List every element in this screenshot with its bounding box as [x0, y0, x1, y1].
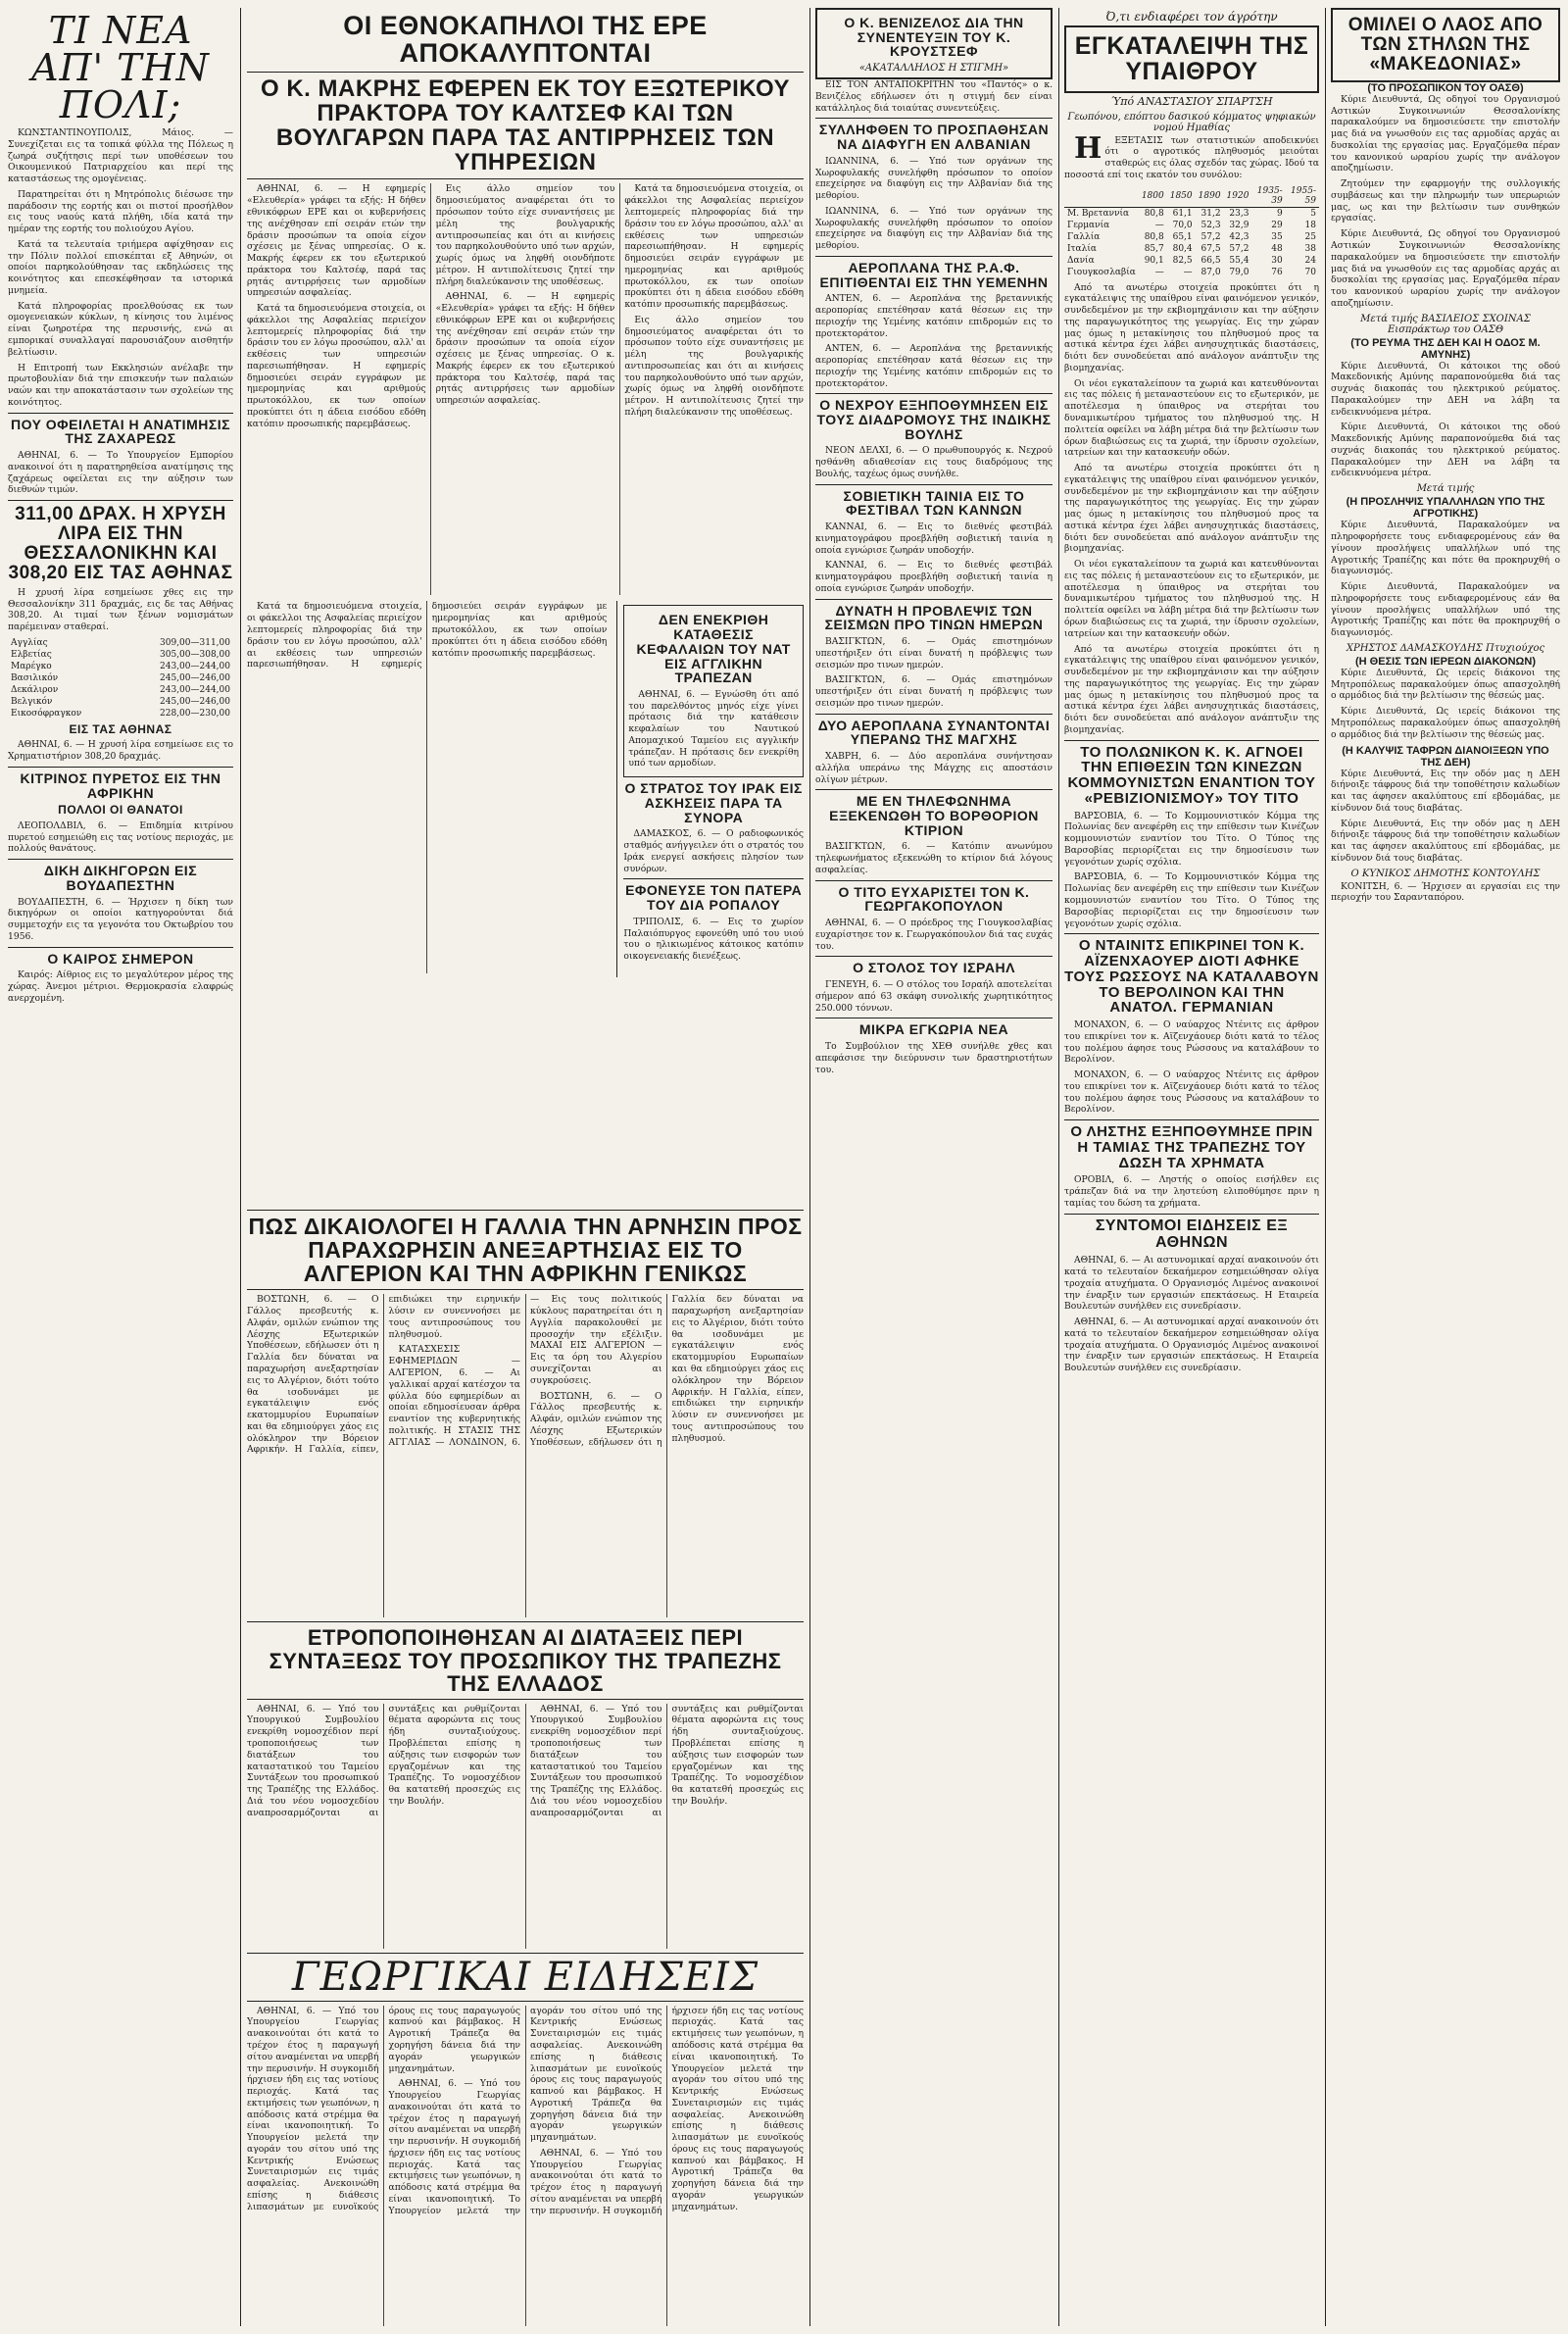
table-cell: 228,00—230,00 [160, 708, 230, 719]
table-row [1064, 267, 1319, 278]
column-5 [1331, 8, 1560, 2326]
divider [1064, 933, 1319, 934]
article-body [247, 1294, 804, 1617]
boxed-article [623, 605, 804, 777]
divider [8, 767, 233, 768]
table-cell: 66,5 [1200, 255, 1221, 266]
table-cell: Δεκάλιρον [11, 684, 59, 695]
table-row [8, 708, 233, 720]
article-paragraph: Κύριε Διευθυντά, Εις την οδόν μας η ΔΕΗ διήνοιξε τάφρους διά την τοποθέτησιν καλωδίων και τας άφησεν ακαλύπτους επί εβδομάδας, με κίνδυνον διά τους διαβάτας. [1331, 818, 1560, 864]
article-paragraph: ΓΕΝΕΥΗ, 6. — Ο στόλος του Ισραήλ αποτελείται σήμερον από 63 σκάφη συνολικής χωρητικότητος 250.000 τόννων. [815, 979, 1053, 1014]
divider [247, 72, 804, 73]
table-cell: 87,0 [1200, 267, 1221, 277]
article-body [247, 2006, 804, 2326]
divider [247, 1699, 804, 1700]
headline: Ο ΚΑΙΡΟΣ ΣΗΜΕΡΟΝ [47, 950, 194, 967]
headline: ΜΙΚΡΑ ΕΓΚΩΡΙΑ ΝΕΑ [858, 1021, 1009, 1038]
table-cell: Βελγικόν [11, 696, 53, 707]
column-1 [8, 8, 233, 2326]
article-paragraph: Εις άλλο σημείον του δημοσιεύματος αναφέρεται ότι το πρόσωπον τούτο είχε συναντήσεις με μέλη της βουλγαρικής αντιπροσωπείας και ότι αι κινήσεις του παρηκολουθούντο υπό των αρχών, χωρίς όμως να ληφθή οιονδήποτε μέτρον. Η αντιπολίτευσις ζητεί την πλήρη διαλεύκανσιν της υποθέσεως. [624, 314, 804, 418]
table-cell: Αγγλίας [11, 637, 48, 648]
table-cell: 24 [1304, 255, 1316, 266]
headline: Ο ΣΤΡΑΤΟΣ ΤΟΥ ΙΡΑΚ ΕΙΣ ΑΣΚΗΣΕΙΣ ΠΑΡΑ ΤΑ ΣΥΝΟΡΑ [624, 780, 803, 825]
article-paragraph: ΒΑΣΙΓΚΤΩΝ, 6. — Ομάς επιστημόνων υπεστήριξεν ότι είναι δυνατή η πρόβλεψις των σεισμών προ τινων ημερών. [815, 636, 1053, 670]
article-paragraph: Η χρυσή λίρα εσημείωσε χθες εις την Θεσσαλονίκην 311 δραχμάς, εις δε τας Αθήνας 308,20. Αι τιμαί των ξένων νομισμάτων παρέμειναν σταθεραί. [8, 586, 233, 633]
headline: ΣΥΛΛΗΦΘΕΝ ΤΟ ΠΡΟΣΠΑΘΗΣΑΝ ΝΑ ΔΙΑΦΥΓΗ ΕΝ ΑΛΒΑΝΙΑΝ [818, 122, 1050, 153]
headline: ΔΙΚΗ ΔΙΚΗΓΟΡΩΝ ΕΙΣ ΒΟΥΔΑΠΕΣΤΗΝ [43, 863, 198, 893]
divider [8, 413, 233, 414]
article-paragraph: Κύριε Διευθυντά, Παρακαλούμεν να πληροφορήσετε τους ενδιαφερομένους εάν θα γίνουν προσλήψεις υπαλλήλων υπό της Αγροτικής Τραπέζης και πότε θα προκηρυχθή ο διαγωνισμός. [1331, 581, 1560, 639]
divider [815, 789, 1053, 790]
table-cell: — [1183, 267, 1193, 277]
table-cell: 309,00—311,00 [160, 637, 230, 648]
table-row [1064, 255, 1319, 267]
article-paragraph: ΤΡΙΠΟΛΙΣ, 6. — Εις το χωρίον Παλαιόπυργος εφονεύθη υπό του υιού του ο ηλικιωμένος κάτοικος κατόπιν οικογενειακής διενέξεως. [623, 916, 804, 963]
kicker: Ό,τι ενδιαφέρει τον άγρότην [1105, 10, 1278, 24]
article-paragraph: Κύριε Διευθυντά, Παρακαλούμεν να πληροφορήσετε τους ενδιαφερομένους εάν θα γίνουν προσλήψεις υπαλλήλων υπό της Αγροτικής Τραπέζης και πότε θα προκηρυχθή ο διαγωνισμός. [1331, 520, 1560, 577]
article-paragraph: ΑΘΗΝΑΙ, 6. — Η χρυσή λίρα εσημείωσε εις το Χρηματιστήριον 308,20 δραχμάς. [8, 739, 233, 763]
article-paragraph: Κύριε Διευθυντά, Ως οδηγοί του Οργανισμού Αστικών Συγκοινωνιών Θεσσαλονίκης παρακαλούμεν να δημοσιεύσετε την επιστολήν μας διά να γνωσθούν εις τας αρμοδίας αρχάς αι δυσκολίαι της εργασίας μας. Εργαζόμεθα πέραν του κανονικού ωραρίου χωρίς την ανάλογον αποζημίωσιν. [1331, 93, 1560, 174]
table-cell: 5 [1310, 208, 1316, 219]
article-paragraph: ΑΘΗΝΑΙ, 6. — Το Υπουργείον Εμπορίου ανακοινοί ότι η παρατηρηθείσα ανατίμησις της ζαχάρεως οφείλεται εις την αύξησιν των διεθνών τιμών. [8, 449, 233, 496]
article-paragraph: ΜΟΝΑΧΟΝ, 6. — Ο ναύαρχος Ντένιτς εις άρθρον του επικρίνει τον κ. Αϊζενχάουερ διότι κατά το τέλος του πολέμου άφησε τους Ρώσσους να καταλάβουν το Βερολίνον. [1064, 1069, 1319, 1116]
table-cell: 9 [1276, 208, 1283, 219]
divider [8, 859, 233, 860]
table-row [8, 649, 233, 661]
table-cell: 245,00—246,00 [160, 672, 230, 683]
headline: ΔΥΟ ΑΕΡΟΠΛΑΝΑ ΣΥΝΑΝΤΟΝΤΑΙ ΥΠΕΡΑΝΩ ΤΗΣ ΜΑΓΧΗΣ [817, 717, 1051, 748]
article-paragraph: Κύριε Διευθυντά, Οι κάτοικοι της οδού Μακεδονικής Αμύνης παραπονούμεθα διά τας συχνάς διακοπάς του ηλεκτρικού ρεύματος. Παρακαλούμεν την ΔΕΗ να λάβη τα ενδεικνυόμενα μέτρα. [1331, 360, 1560, 418]
article-body [247, 1704, 804, 1949]
divider [247, 1953, 804, 1954]
table-header: 1935-39 [1251, 185, 1285, 208]
divider [815, 599, 1053, 600]
article-paragraph: ΑΘΗΝΑΙ, 6. — Υπό του Υπουργείου Γεωργίας ανακοινούται ότι κατά το τρέχον έτος η παραγωγή σίτου αναμένεται να υπερβή την περυσινήν. Η συγκομιδή ήρχισεν ήδη εις τας νοτίους περιοχάς. Κατά τας εκτιμήσεις των γεωπόνων, η απόδοσις κατά στρέμμα θα είναι ικανοποιητική. Το Υπουργείον μελετά την αγοράν του σίτου υπό της Κεντρικής Ενώσεως Συνεταιρισμών εις τιμάς ασφαλείας. Ανεκοινώθη επίσης η διάθεσις λιπασμάτων με ευνοϊκούς όρους εις τους παραγωγούς καπνού και βάμβακος. Η Αγροτική Τράπεζα θα χορηγήση δάνεια διά την αγοράν γεωργικών μηχανημάτων. [388, 2005, 662, 2216]
article-paragraph: Από τα ανωτέρω στοιχεία προκύπτει ότι η εγκατάλειψις της υπαίθρου είναι φαινόμενον γενικόν, συνδεδεμένον με την εκβιομηχάνισιν και την αύξησιν της παραγωγικότητος της γεωργίας. Εις την χώραν μας όμως η μετακίνησις του πληθυσμού προς τα αστικά κέντρα έχει λάβει ανησυχητικάς διαστάσεις, διότι δεν συνοδεύεται από ανάλογον ανάπτυξιν της βιομηχανίας. [1064, 643, 1319, 735]
boxed-article [815, 8, 1053, 79]
table-cell: 80,8 [1144, 208, 1164, 219]
boxed-headline [1064, 25, 1319, 93]
headline: Ο Κ. ΜΑΚΡΗΣ ΕΦΕΡΕΝ ΕΚ ΤΟΥ ΕΞΩΤΕΡΙΚΟΥ ΠΡΑΚΤΟΡΑ ΤΟΥ ΚΑΛΤΣΕΦ ΚΑΙ ΤΩΝ ΒΟΥΛΓΑΡΩΝ ΠΑΡΑ ΤΑΣ ΑΝΤΙΡΡΗΣΕΙΣ ΤΩΝ ΥΠΗΡΕΣΙΩΝ [261, 74, 790, 176]
article-paragraph: ΚΑΤΑΣΧΕΣΙΣ ΕΦΗΜΕΡΙΔΩΝ — ΑΛΓΕΡΙΟΝ, 6. — Αι γαλλικαί αρχαί κατέσχον τα φύλλα δύο εφημερίδων αι οποίαι εδημοσίευσαν άρθρα εναντίον της κυβερνητικής πολιτικής. Η ΣΤΑΣΙΣ ΤΗΣ ΑΓΓΛΙΑΣ — ΛΟΝΔΙΝΟΝ, 6. — Εις τους πολιτικούς κύκλους παρατηρείται ότι η Αγγλία παρακολουθεί με προσοχήν την εξέλιξιν. ΜΑΧΑΙ ΕΙΣ ΑΛΓΕΡΙΟΝ — Εις τα όρη του Αλγερίου συνεχίζονται αι συγκρούσεις. [388, 1294, 662, 1448]
headline: ΑΕΡΟΠΛΑΝΑ ΤΗΣ Ρ.Α.Φ. ΕΠΙΤΙΘΕΝΤΑΙ ΕΙΣ ΤΗΝ ΥΕΜΕΝΗΝ [819, 259, 1049, 290]
table-row [8, 684, 233, 696]
table-cell: 48 [1271, 243, 1283, 254]
table-cell: 31,2 [1200, 208, 1221, 219]
article-paragraph: ΛΕΟΠΟΛΔΒΙΛ, 6. — Επιδημία κιτρίνου πυρετού εσημειώθη εις τας νοτίους περιοχάς, με πολλούς θανάτους. [8, 819, 233, 855]
divider [1064, 740, 1319, 741]
table-cell: 61,1 [1172, 208, 1193, 219]
signature: Μετά τιμής [1416, 483, 1475, 495]
article-paragraph: Κύριε Διευθυντά, Ως οδηγοί του Οργανισμού Αστικών Συγκοινωνιών Θεσσαλονίκης παρακαλούμεν να δημοσιεύσετε την επιστολήν μας διά να γνωσθούν εις τας αρμοδίας αρχάς αι δυσκολίαι της εργασίας μας. Εργαζόμεθα πέραν του κανονικού ωραρίου χωρίς την ανάλογον αποζημίωσιν. [1331, 228, 1560, 309]
column-title: ΤΙ ΝΕΑ ΑΠ' ΤΗΝ ΠΟΛΙ; [31, 9, 210, 126]
column-rule [809, 8, 810, 2326]
article-paragraph: ΑΝΤΕΝ, 6. — Αεροπλάνα της βρεταννικής αεροπορίας επετέθησαν κατά θέσεων εις την περιοχήν της Υεμένης κατόπιν επιδρομών εις το προτεκτοράτον. [815, 293, 1053, 339]
article-paragraph: ΑΘΗΝΑΙ, 6. — Υπό του Υπουργικού Συμβουλίου ενεκρίθη νομοσχέδιον περί τροποποιήσεως των διατάξεων του καταστατικού του Ταμείου Συντάξεων του προσωπικού της Τραπέζης της Ελλάδος. Διά του νέου νομοσχεδίου αναπροσαρμόζονται αι συντάξεις και ρυθμίζονται θέματα αφορώντα εις τους ήδη συνταξιούχους. Προβλέπεται επίσης η αύξησις των εισφορών των εργαζομένων και της Τραπέζης. Το νομοσχέδιον θα κατατεθή προσεχώς εις την Βουλήν. [530, 1703, 804, 1818]
table-cell: 82,5 [1172, 255, 1193, 266]
article-paragraph: Το Συμβούλιον της ΧΕΘ συνήλθε χθες και απεφάσισε την διεύρυνσιν των δραστηριοτήτων του. [815, 1041, 1053, 1075]
signature: Μετά τιμής ΒΑΣΙΛΕΙΟΣ ΣΧΟΙΝΑΣ Εισπράκτωρ του ΟΑΣΘ [1360, 313, 1531, 335]
divider [8, 500, 233, 501]
article-paragraph: ΚΩΝΣΤΑΝΤΙΝΟΥΠΟΛΙΣ, Μάιος. — Συνεχίζεται εις τα τοπικά φύλλα της Πόλεως η ζωηρά συζήτησις περί των υποθέσεων του Οικουμενικού Πατριαρχείου και περί της καταστάσεως της ομογένειας. [8, 127, 233, 185]
table-cell: Γαλλία [1067, 231, 1101, 242]
table-cell: 25 [1304, 231, 1316, 242]
article-paragraph: ΑΘΗΝΑΙ, 6. — Υπό του Υπουργείου Γεωργίας ανακοινούται ότι κατά το τρέχον έτος η παραγωγή σίτου αναμένεται να υπερβή την περυσινήν. Η συγκομιδή ήρχισεν ήδη εις τας νοτίους περιοχάς. Κατά τας εκτιμήσεις των γεωπόνων, η απόδοσις κατά στρέμμα θα είναι ικανοποιητική. Το Υπουργείον μελετά την αγοράν του σίτου υπό της Κεντρικής Ενώσεως Συνεταιρισμών εις τιμάς ασφαλείας. Ανεκοινώθη επίσης η διάθεσις λιπασμάτων με ευνοϊκούς όρους εις τους παραγωγούς καπνού και βάμβακος. Η Αγροτική Τράπεζα θα χορηγήση δάνεια διά την αγοράν γεωργικών μηχανημάτων. [530, 2005, 804, 2216]
table-cell: Βασιλικόν [11, 672, 59, 683]
article-paragraph: Οι νέοι εγκαταλείπουν τα χωριά και κατευθύνονται εις τας πόλεις ή μεταναστεύουν εις το εξωτερικόν, με αποτέλεσμα η ύπαιθρος να στερήται του δυναμικωτέρου τμήματος του πληθυσμού της. Η πολιτεία οφείλει να λάβη μέτρα διά την βελτίωσιν των όρων διαβιώσεως εις τα χωριά, την ίδρυσιν σχολείων, ιατρείων και την κατασκευήν οδών. [1064, 559, 1319, 639]
divider [815, 714, 1053, 715]
signature: ΧΡΗΣΤΟΣ ΔΑΜΑΣΚΟΥΔΗΣ Πτυχιούχος [1346, 642, 1545, 654]
author-title: Γεωπόνου, επόπτου δασικού κόμματος ψηφιακών νομού Ημαθίας [1067, 111, 1316, 133]
article-paragraph: ΜΟΝΑΧΟΝ, 6. — Ο ναύαρχος Ντένιτς εις άρθρον του επικρίνει τον κ. Αϊζενχάουερ διότι κατά το τέλος του πολέμου άφησε τους Ρώσσους να καταλάβουν το Βερολίνον. [1064, 1019, 1319, 1066]
article-paragraph: ΕΙΣ ΤΟΝ ΑΝΤΑΠΟΚΡΙΤΗΝ του «Παντός» ο κ. Βενιζέλος εδήλωσεν ότι η στιγμή δεν είναι κατάλληλος διά τοιαύτας συνεντεύξεις. [815, 79, 1053, 114]
headline: Ο ΤΙΤΟ ΕΥΧΑΡΙΣΤΕΙ ΤΟΝ Κ. ΓΕΩΡΓΑΚΟΠΟΥΛΟΝ [838, 883, 1030, 915]
table-cell: — [1154, 220, 1164, 230]
table-cell: 90,1 [1144, 255, 1164, 266]
subheadline: (ΤΟ ΠΡΟΣΩΠΙΚΟΝ ΤΟΥ ΟΑΣΘ) [1367, 81, 1524, 94]
table-cell: 23,3 [1229, 208, 1250, 219]
article-paragraph: Κατά τα δημοσιευόμενα στοιχεία, οι φάκελλοι της Ασφαλείας περιείχον λεπτομερείς πληροφορίας διά την δράσιν του εν λόγω προσώπου, αλλ' αι εκθέσεις των υπηρεσιών παρεσιωπήθησαν. Η εφημερίς δημοσιεύει σειράν εγγράφων με ημερομηνίας και αριθμούς πρωτοκόλλου, εκ των οποίων προκύπτει ότι η άδεια εισόδου εδόθη κατόπιν προσωπικής παρεμβάσεως. [247, 601, 608, 670]
subheadline: «ΑΚΑΤΑΛΛΗΛΟΣ Η ΣΤΙΓΜΗ» [858, 63, 1009, 74]
gold-price-table [8, 637, 233, 720]
table-cell: 305,00—308,00 [160, 649, 230, 660]
article-paragraph: ΒΟΣΤΩΝΗ, 6. — Ο Γάλλος πρεσβευτής κ. Αλφάν, ομιλών ενώπιον της Λέσχης Εξωτερικών Υποθέσεων, εδήλωσεν ότι η Γαλλία δεν δύναται να παραχωρήση ανεξαρτησίαν εις το Αλγέριον, διότι τούτο θα ισοδυνάμει με εγκατάλειψιν ενός εκατομμυρίου Ευρωπαίων και θα εδημιούργει χάος εις ολόκληρον την Βόρειον Αφρικήν. Η Γαλλία, είπεν, επιδιώκει την ειρηνικήν λύσιν εν συνεννοήσει με τους αντιπροσώπους του πληθυσμού. [530, 1294, 804, 1448]
table-cell: 67,5 [1200, 243, 1221, 254]
table-header: 1800 [1139, 185, 1167, 208]
table-cell: 70,0 [1172, 220, 1193, 230]
divider [815, 484, 1053, 485]
headline: 311,00 ΔΡΑΧ. Η ΧΡΥΣΗ ΛΙΡΑ ΕΙΣ ΤΗΝ ΘΕΣΣΑΛΟΝΙΚΗΝ ΚΑΙ 308,20 ΕΙΣ ΤΑΣ ΑΘΗΝΑΣ [8, 504, 233, 583]
boxed-headline [1331, 8, 1560, 82]
table-cell: 243,00—244,00 [160, 661, 230, 671]
table-cell: Γιουγκοσλαβία [1067, 267, 1136, 277]
sidebar-articles [616, 601, 804, 977]
table-row [8, 672, 233, 684]
article-paragraph: ΑΝΤΕΝ, 6. — Αεροπλάνα της βρεταννικής αεροπορίας επετέθησαν κατά θέσεων εις την περιοχήν της Υεμένης κατόπιν επιδρομών εις το προτεκτοράτον. [815, 343, 1053, 389]
section-title: ΓΕΩΡΓΙΚΑΙ ΕΙΔΗΣΕΙΣ [291, 1954, 760, 2000]
headline: Ο ΝΤΑΙΝΙΤΣ ΕΠΙΚΡΙΝΕΙ ΤΟΝ Κ. ΑΪΖΕΝΧΑΟΥΕΡ ΔΙΟΤΙ ΑΦΗΚΕ ΤΟΥΣ ΡΩΣΣΟΥΣ ΝΑ ΚΑΤΑΛΑΒΟΥΝ ΤΟ ΒΕΡΟΛΙΝΟΝ ΚΑΙ ΤΗΝ ΑΝΑΤΟΛ. ΓΕΡΜΑΝΙΑΝ [1064, 937, 1319, 1017]
byline: Ύπό ΑΝΑΣΤΑΣΙΟΥ ΣΠΑΡΤΣΗ [1110, 94, 1273, 108]
article-paragraph: ΙΩΑΝΝΙΝΑ, 6. — Υπό των οργάνων της Χωροφυλακής συνελήφθη πρόσωπον το οποίον επεχείρησε να διαφύγη εις την Αλβανίαν διά της μεθορίου. [815, 155, 1053, 202]
table-cell: 18 [1304, 220, 1316, 230]
column-rule [1325, 8, 1326, 2326]
article-paragraph: ΒΟΥΔΑΠΕΣΤΗ, 6. — Ήρχισεν η δίκη των δικηγόρων οι οποίοι κατηγορούνται διά συμμετοχήν εις τα γεγονότα του Οκτωβρίου του 1956. [8, 896, 233, 942]
headline-banner: ΟΙ ΕΘΝΟΚΑΠΗΛΟΙ ΤΗΣ ΕΡΕ ΑΠΟΚΑΛΥΠΤΟΝΤΑΙ [343, 11, 708, 69]
divider [815, 956, 1053, 957]
article-paragraph: ΑΘΗΝΑΙ, 6. — Ο πρόεδρος της Γιουγκοσλαβίας ευχαρίστησε τον κ. Γεωργακόπουλον διά τας ευχάς του. [815, 918, 1053, 952]
subheadline: (ΤΟ ΡΕΥΜΑ ΤΗΣ ΔΕΗ ΚΑΙ Η ΟΔΟΣ Μ. ΑΜΥΝΗΣ) [1350, 336, 1541, 361]
article-body [247, 183, 804, 595]
subheadline: ΠΟΛΛΟΙ ΟΙ ΘΑΝΑΤΟΙ [58, 803, 183, 818]
headline: ΔΥΝΑΤΗ Η ΠΡΟΒΛΕΨΙΣ ΤΩΝ ΣΕΙΣΜΩΝ ΠΡΟ ΤΙΝΩΝ ΗΜΕΡΩΝ [824, 602, 1044, 633]
divider [815, 118, 1053, 119]
column-rule [1058, 8, 1059, 2326]
column-rule [240, 8, 241, 2326]
article-paragraph: Κύριε Διευθυντά, Οι κάτοικοι της οδού Μακεδονικής Αμύνης παραπονούμεθα διά τας συχνάς διακοπάς του ηλεκτρικού ρεύματος. Παρακαλούμεν την ΔΕΗ να λάβη τα ενδεικνυόμενα μέτρα. [1331, 422, 1560, 479]
article-paragraph: Κατά πληροφορίας προελθούσας εκ των ομογενειακών κύκλων, η κίνησις του λιμένος είναι ζωηροτέρα της περυσινής, ενώ αι εμπορικαί συναλλαγαί παρουσιάζουν αισθητήν βελτίωσιν. [8, 300, 233, 358]
table-cell: 42,3 [1229, 231, 1250, 242]
table-cell: 35 [1271, 231, 1283, 242]
divider [247, 1210, 804, 1211]
table-cell: Ιταλία [1067, 243, 1097, 254]
article-paragraph: ΑΘΗΝΑΙ, 6. — Η εφημερίς «Ελευθερία» γράφει τα εξής: Η δήθεν εθνικόφρων ΕΡΕ και οι κυβερνήσεις της ανέχθησαν επί σειράν ετών την δράσιν προσώπων τα οποία είχον σχέσεις με ξένας υπηρεσίας. Ο κ. Μακρής έφερεν εκ του εξωτερικού πράκτορα του Καλτσέφ, παρά τας ρητάς αντιρρήσεις των αρμοδίων υπηρεσιών ασφαλείας. [247, 183, 426, 299]
subheadline: (Η ΘΕΣΙΣ ΤΩΝ ΙΕΡΕΩΝ ΔΙΑΚΟΝΩΝ) [1355, 655, 1536, 668]
headline: ΕΤΡΟΠΟΠΟΙΗΘΗΣΑΝ ΑΙ ΔΙΑΤΑΞΕΙΣ ΠΕΡΙ ΣΥΝΤΑΞΕΩΣ ΤΟΥ ΠΡΟΣΩΠΙΚΟΥ ΤΗΣ ΤΡΑΠΕΖΗΣ ΤΗΣ ΕΛΛΑΔΟΣ [269, 1625, 782, 1696]
article-paragraph: Κατά τα τελευταία τριήμερα αφίχθησαν εις την Πόλιν πολλοί επισκέπται εξ Αθηνών, οι οποίοι παρηκολούθησαν τας εκδηλώσεις της κοινότητος και επεσκέφθησαν τα ιστορικά μνημεία. [8, 238, 233, 296]
middle-section [247, 1206, 804, 2326]
table-cell: 52,3 [1200, 220, 1221, 230]
article-paragraph: Από τα ανωτέρω στοιχεία προκύπτει ότι η εγκατάλειψις της υπαίθρου είναι φαινόμενον γενικόν, συνδεδεμένον με την εκβιομηχάνισιν και την αύξησιν της παραγωγικότητος της γεωργίας. Εις την χώραν μας όμως η μετακίνησις του πληθυσμού προς τα αστικά κέντρα έχει λάβει ανησυχητικάς διαστάσεις, διότι δεν συνοδεύεται από ανάλογον ανάπτυξιν της βιομηχανίας. [1064, 463, 1319, 555]
article-paragraph: ΒΟΣΤΩΝΗ, 6. — Ο Γάλλος πρεσβευτής κ. Αλφάν, ομιλών ενώπιον της Λέσχης Εξωτερικών Υποθέσεων, εδήλωσεν ότι η Γαλλία δεν δύναται να παραχωρήση ανεξαρτησίαν εις το Αλγέριον, διότι τούτο θα ισοδυνάμει με εγκατάλειψιν ενός εκατομμυρίου Ευρωπαίων και θα εδημιούργει χάος εις ολόκληρον την Βόρειον Αφρικήν. Η Γαλλία, είπεν, επιδιώκει την ειρηνικήν λύσιν εν συνεννοήσει με τους αντιπροσώπους του πληθυσμού. [247, 1294, 520, 1456]
divider [247, 1289, 804, 1290]
article-paragraph: ΚΑΝΝΑΙ, 6. — Εις το διεθνές φεστιβάλ κινηματογράφου προεβλήθη σοβιετική ταινία η οποία εγνώρισε ζωηράν υποδοχήν. [815, 560, 1053, 594]
article-paragraph: Από τα ανωτέρω στοιχεία προκύπτει ότι η εγκατάλειψις της υπαίθρου είναι φαινόμενον γενικόν, συνδεδεμένον με την εκβιομηχάνισιν και την αύξησιν της παραγωγικότητος της γεωργίας. Εις την χώραν μας όμως η μετακίνησις του πληθυσμού προς τα αστικά κέντρα έχει λάβει ανησυχητικάς διαστάσεις, διότι δεν συνοδεύεται από ανάλογον ανάπτυξιν της βιομηχανίας. [1064, 281, 1319, 373]
article-paragraph: ΒΑΣΙΓΚΤΩΝ, 6. — Ομάς επιστημόνων υπεστήριξεν ότι είναι δυνατή η πρόβλεψις των σεισμών προ τινων ημερών. [815, 674, 1053, 709]
headline: ΜΕ ΕΝ ΤΗΛΕΦΩΝΗΜΑ ΕΞΕΚΕΝΩΘΗ ΤΟ ΒΟΡΘΟΡΙΟΝ ΚΤΙΡΙΟΝ [829, 793, 1039, 838]
article-paragraph: ΑΘΗΝΑΙ, 6. — Υπό του Υπουργικού Συμβουλίου ενεκρίθη νομοσχέδιον περί τροποποιήσεως των διατάξεων του καταστατικού του Ταμείου Συντάξεων του προσωπικού της Τραπέζης της Ελλάδος. Διά του νέου νομοσχεδίου αναπροσαρμόζονται αι συντάξεις και ρυθμίζονται θέματα αφορώντα εις τους ήδη συνταξιούχους. Προβλέπεται επίσης η αύξησις των εισφορών των εργαζομένων και της Τραπέζης. Το νομοσχέδιον θα κατατεθή προσεχώς εις την Βουλήν. [247, 1703, 520, 1818]
table-cell: 243,00—244,00 [160, 684, 230, 695]
article-body [247, 601, 607, 977]
column-3 [815, 8, 1053, 2326]
article-paragraph: Οι νέοι εγκαταλείπουν τα χωριά και κατευθύνονται εις τας πόλεις ή μεταναστεύουν εις το εξωτερικόν, με αποτέλεσμα η ύπαιθρος να στερήται του δυναμικωτέρου τμήματος του πληθυσμού της. Η πολιτεία οφείλει να λάβη μέτρα διά την βελτίωσιν των όρων διαβιώσεως εις τα χωριά, την ίδρυσιν σχολείων, ιατρείων και την κατασκευήν οδών. [1064, 377, 1319, 459]
headline: ΠΟΥ ΟΦΕΙΛΕΤΑΙ Η ΑΝΑΤΙΜΗΣΙΣ ΤΗΣ ΖΑΧΑΡΕΩΣ [10, 416, 231, 447]
article-paragraph: ΧΑΒΡΗ, 6. — Δύο αεροπλάνα συνήντησαν αλλήλα υπεράνω της Μάγχης εις αποστάσιν ολίγων μέτρων. [815, 751, 1053, 785]
table-row [1064, 243, 1319, 255]
article-paragraph: ΝΕΟΝ ΔΕΛΧΙ, 6. — Ο πρωθυπουργός κ. Νεχρού ησθάνθη αδιαθεσίαν εις τους διαδρόμους της Βουλής, ταχέως όμως συνήλθε. [815, 445, 1053, 479]
divider [8, 947, 233, 948]
table-cell: 80,8 [1144, 231, 1164, 242]
headline: Ο ΛΗΣΤΗΣ ΕΞΗΠΟΘΥΜΗΣΕ ΠΡΙΝ Η ΤΑΜΙΑΣ ΤΗΣ ΤΡΑΠΕΖΗΣ ΤΟΥ ΔΩΣΗ ΤΑ ΧΡΗΜΑΤΑ [1070, 1123, 1313, 1171]
table-header: 1890 [1196, 185, 1224, 208]
headline: ΟΜΙΛΕΙ Ο ΛΑΟΣ ΑΠΟ ΤΩΝ ΣΤΗΛΩΝ ΤΗΣ «ΜΑΚΕΔΟΝΙΑΣ» [1348, 15, 1544, 74]
article-paragraph: ΒΑΣΙΓΚΤΩΝ, 6. — Κατόπιν ανωνύμου τηλεφωνήματος εξεκενώθη το κτίριον διά λόγους ασφαλείας. [815, 841, 1053, 875]
article-paragraph: Κύριε Διευθυντά, Εις την οδόν μας η ΔΕΗ διήνοιξε τάφρους διά την τοποθέτησιν καλωδίων και τας άφησεν ακαλύπτους επί εβδομάδας, με κίνδυνον διά τους διαβάτας. [1331, 768, 1560, 814]
article-paragraph: ΙΩΑΝΝΙΝΑ, 6. — Υπό των οργάνων της Χωροφυλακής συνελήφθη πρόσωπον το οποίον επεχείρησε να διαφύγη εις την Αλβανίαν διά της μεθορίου. [815, 205, 1053, 252]
article-paragraph: Η Επιτροπή των Εκκλησιών ανέλαβε την πρωτοβουλίαν διά την επισκευήν των παλαιών ναών και την αποκατάστασιν των σχολείων της κοινότητος. [8, 362, 233, 408]
article-paragraph: Καιρός: Αίθριος εις το μεγαλύτερον μέρος της χώρας. Άνεμοι μέτριοι. Θερμοκρασία ελαφρώς ανερχομένη. [8, 969, 233, 1004]
article-paragraph: ΑΘΗΝΑΙ, 6. — Εγνώσθη ότι από του παρελθόντος μηνός είχε γίνει πρότασις διά την κατάθεσιν κεφαλαίων του Ναυτικού Απομαχικού Ταμείου εις αγγλικήν τράπεζαν. Η πρότασις δεν ενεκρίθη υπό των αρμοδίων. [628, 688, 799, 770]
table-cell: 30 [1271, 255, 1283, 266]
divider [247, 2001, 804, 2002]
rural-population-table [1064, 185, 1319, 278]
table-cell: 80,4 [1172, 243, 1193, 254]
article-paragraph: ΒΑΡΣΟΒΙΑ, 6. — Το Κομμουνιστικόν Κόμμα της Πολωνίας δεν ανεφέρθη εις την επίθεσιν των Κινέζων κομμουνιστών εναντίον του Τίτο. Ο Τύπος της Βαρσοβίας περιορίζεται εις την δημοσίευσιν των γεγονότων χωρίς σχόλια. [1064, 810, 1319, 868]
table-cell: 65,1 [1172, 231, 1193, 242]
table-row [8, 661, 233, 672]
table-cell: Μ. Βρεταννία [1067, 208, 1130, 219]
table-header: 1955-59 [1286, 185, 1319, 208]
article-paragraph: ΑΘΗΝΑΙ, 6. — Αι αστυνομικαί αρχαί ανακοινούν ότι κατά το τελευταίον δεκαήμερον εσημειώθησαν ολίγα τροχαία ατυχήματα. Ο Οργανισμός Λιμένος ανακοινοί την έναρξιν των εργασιών επεκτάσεως. Η Εταιρεία Βουλευτών συνήλθεν εις συνεδρίασιν. [1064, 1316, 1319, 1374]
divider [1064, 1214, 1319, 1215]
article-paragraph: Κύριε Διευθυντά, Ως ιερείς διάκονοι της Μητροπόλεως παρακαλούμεν όπως απασχοληθή ο αρμόδιος διά την βελτίωσιν της θέσεώς μας. [1331, 706, 1560, 740]
table-header [1064, 185, 1139, 208]
table-row [1064, 207, 1319, 220]
article-paragraph: ΑΘΗΝΑΙ, 6. — Η εφημερίς «Ελευθερία» γράφει τα εξής: Η δήθεν εθνικόφρων ΕΡΕ και οι κυβερνήσεις της ανέχθησαν επί σειράν ετών την δράσιν προσώπων τα οποία είχον σχέσεις με ξένας υπηρεσίας. Ο κ. Μακρής έφερεν εκ του εξωτερικού πράκτορα του Καλτσέφ, παρά τας ρητάς αντιρρήσεις των αρμοδίων υπηρεσιών ασφαλείας. [435, 291, 615, 407]
newspaper-page [8, 8, 1560, 2326]
table-cell: 85,7 [1144, 243, 1164, 254]
table-cell: — [1154, 267, 1164, 277]
article-paragraph: ΚΟΝΙΤΣΗ, 6. — Ήρχισεν αι εργασίαι εις την περιοχήν του Σαρανταπόρου. [1331, 880, 1560, 904]
divider [623, 878, 804, 879]
table-header: 1920 [1224, 185, 1252, 208]
article-paragraph: ΑΘΗΝΑΙ, 6. — Αι αστυνομικαί αρχαί ανακοινούν ότι κατά το τελευταίον δεκαήμερον εσημειώθησαν ολίγα τροχαία ατυχήματα. Ο Οργανισμός Λιμένος ανακοινοί την έναρξιν των εργασιών επεκτάσεως. Η Εταιρεία Βουλευτών συνήλθεν εις συνεδρίασιν. [1064, 1255, 1319, 1313]
headline: Ο ΝΕΧΡΟΥ ΕΞΗΠΟΘΥΜΗΣΕΝ ΕΙΣ ΤΟΥΣ ΔΙΑΔΡΟΜΟΥΣ ΤΗΣ ΙΝΔΙΚΗΣ ΒΟΥΛΗΣ [816, 397, 1052, 442]
table-header: 1850 [1167, 185, 1196, 208]
headline: ΠΩΣ ΔΙΚΑΙΟΛΟΓΕΙ Η ΓΑΛΛΙΑ ΤΗΝ ΑΡΝΗΣΙΝ ΠΡΟΣ ΠΑΡΑΧΩΡΗΣΙΝ ΑΝΕΞΑΡΤΗΣΙΑΣ ΕΙΣ ΤΟ ΑΛΓΕΡΙΟΝ ΚΑΙ ΤΗΝ ΑΦΡΙΚΗΝ ΓΕΝΙΚΩΣ [248, 1214, 803, 1287]
headline: ΕΓΚΑΤΑΛΕΙΨΗ ΤΗΣ ΥΠΑΙΘΡΟΥ [1074, 32, 1309, 86]
table-cell: Μαρέγκο [11, 661, 52, 671]
article-paragraph: ΚΑΝΝΑΙ, 6. — Εις το διεθνές φεστιβάλ κινηματογράφου προεβλήθη σοβιετική ταινία η οποία εγνώρισε ζωηράν υποδοχήν. [815, 521, 1053, 556]
article-paragraph: Κατά τα δημοσιευόμενα στοιχεία, οι φάκελλοι της Ασφαλείας περιείχον λεπτομερείς πληροφορίας διά την δράσιν του εν λόγω προσώπου, αλλ' αι εκθέσεις των υπηρεσιών παρεσιωπήθησαν. Η εφημερίς δημοσιεύει σειράν εγγράφων με ημερομηνίας και αριθμούς πρωτοκόλλου, εκ των οποίων προκύπτει ότι η άδεια εισόδου εδόθη κατόπιν προσωπικής παρεμβάσεως. [624, 183, 804, 311]
article-paragraph: ΑΘΗΝΑΙ, 6. — Υπό του Υπουργείου Γεωργίας ανακοινούται ότι κατά το τρέχον έτος η παραγωγή σίτου αναμένεται να υπερβή την περυσινήν. Η συγκομιδή ήρχισεν ήδη εις τας νοτίους περιοχάς. Κατά τας εκτιμήσεις των γεωπόνων, η απόδοσις κατά στρέμμα θα είναι ικανοποιητική. Το Υπουργείον μελετά την αγοράν του σίτου υπό της Κεντρικής Ενώσεως Συνεταιρισμών εις τιμάς ασφαλείας. Ανεκοινώθη επίσης η διάθεσις λιπασμάτων με ευνοϊκούς όρους εις τους παραγωγούς καπνού και βάμβακος. Η Αγροτική Τράπεζα θα χορηγήση δάνεια διά την αγοράν γεωργικών μηχανημάτων. [247, 2005, 520, 2212]
table-cell: 57,2 [1229, 243, 1250, 254]
headline: ΕΦΟΝΕΥΣΕ ΤΟΝ ΠΑΤΕΡΑ ΤΟΥ ΔΙΑ ΡΟΠΑΛΟΥ [625, 882, 803, 914]
signature: Ο ΚΥΝΙΚΟΣ ΔΗΜΟΤΗΣ ΚΟΝΤΟΥΛΗΣ [1350, 868, 1541, 879]
headline: ΕΙΣ ΤΑΣ ΑΘΗΝΑΣ [69, 721, 172, 736]
divider [815, 880, 1053, 881]
article-paragraph: Παρατηρείται ότι η Μητρόπολις διέσωσε την παράδοσιν της εορτής και οι πιστοί προσήλθον εις τους ναούς κατά πλήθη, ιδία κατά την ημέραν της εορτής του πολιούχου Αγίου. [8, 188, 233, 235]
article-paragraph: ΗΕΞΕΤΑΣΙΣ των στατιστικών αποδεικνύει ότι ο αγροτικός πληθυσμός μειούται σταθερώς εις όλας σχεδόν τας χώρας. Ιδού τα ποσοστά επί τοις εκατόν του συνόλου: [1064, 130, 1319, 180]
table-cell: Εικοσόφραγκον [11, 708, 82, 719]
table-cell: 32,9 [1229, 220, 1250, 230]
headline: Ο Κ. ΒΕΝΙΖΕΛΟΣ ΔΙΑ ΤΗΝ ΣΥΝΕΝΤΕΥΞΙΝ ΤΟΥ Κ. ΚΡΟΥΣΤΣΕΦ [844, 15, 1024, 60]
table-cell: 57,2 [1200, 231, 1221, 242]
headline: ΣΟΒΙΕΤΙΚΗ ΤΑΙΝΙΑ ΕΙΣ ΤΟ ΦΕΣΤΙΒΑΛ ΤΩΝ ΚΑΝΝΩΝ [843, 487, 1025, 519]
table-cell: 79,0 [1229, 267, 1250, 277]
divider [815, 393, 1053, 394]
table-cell: 245,00—246,00 [160, 696, 230, 707]
article-paragraph: ΟΡΟΒΙΛ, 6. — Ληστής ο οποίος εισήλθεν εις τράπεζαν διά να την ληστεύση ελιποθύμησε πριν η ταμίας του δώση τα χρήματα. [1064, 1174, 1319, 1209]
table-cell: 29 [1271, 220, 1283, 230]
table-cell: 55,4 [1229, 255, 1250, 266]
headline: ΚΙΤΡΙΝΟΣ ΠΥΡΕΤΟΣ ΕΙΣ ΤΗΝ ΑΦΡΙΚΗΝ [20, 770, 221, 801]
divider [247, 178, 804, 179]
table-cell: 76 [1271, 267, 1283, 277]
table-row [8, 696, 233, 708]
table-cell: Δανία [1067, 255, 1095, 266]
table-cell: 38 [1304, 243, 1316, 254]
headline: ΣΥΝΤΟΜΟΙ ΕΙΔΗΣΕΙΣ ΕΞ ΑΘΗΝΩΝ [1095, 1217, 1289, 1251]
table-row [1064, 231, 1319, 243]
divider [815, 256, 1053, 257]
table-cell: Γερμανία [1067, 220, 1110, 230]
column-2 [247, 8, 804, 1202]
table-row [1064, 220, 1319, 231]
article-paragraph: Εις άλλο σημείον του δημοσιεύματος αναφέρεται ότι το πρόσωπον τούτο είχε συναντήσεις με μέλη της βουλγαρικής αντιπροσωπείας και ότι αι κινήσεις του παρηκολουθούντο υπό των αρχών, χωρίς όμως να ληφθή οιονδήποτε μέτρον. Η αντιπολίτευσις ζητεί την πλήρη διαλεύκανσιν της υποθέσεως. [435, 183, 615, 287]
article-paragraph: Κύριε Διευθυντά, Ως ιερείς διάκονοι της Μητροπόλεως παρακαλούμεν όπως απασχοληθή ο αρμόδιος διά την βελτίωσιν της θέσεώς μας. [1331, 667, 1560, 702]
table-cell: Ελβετίας [11, 649, 52, 660]
article-paragraph: ΒΑΡΣΟΒΙΑ, 6. — Το Κομμουνιστικόν Κόμμα της Πολωνίας δεν ανεφέρθη εις την επίθεσιν των Κινέζων κομμουνιστών εναντίον του Τίτο. Ο Τύπος της Βαρσοβίας περιορίζεται εις την δημοσίευσιν των γεγονότων χωρίς σχόλια. [1064, 871, 1319, 929]
headline: ΔΕΝ ΕΝΕΚΡΙΘΗ ΚΑΤΑΘΕΣΙΣ ΚΕΦΑΛΑΙΩΝ ΤΟΥ ΝΑΤ ΕΙΣ ΑΓΓΛΙΚΗΝ ΤΡΑΠΕΖΑΝ [636, 612, 791, 686]
subheadline: (Η ΠΡΟΣΛΗΨΙΣ ΥΠΑΛΛΗΛΩΝ ΥΠΟ ΤΗΣ ΑΓΡΟΤΙΚΗΣ) [1346, 496, 1545, 521]
subheadline: (Η ΚΑΛΥΨΙΣ ΤΑΦΡΩΝ ΔΙΑΝΟΙΞΕΩΝ ΥΠΟ ΤΗΣ ΔΕΗ) [1342, 744, 1549, 769]
divider [1064, 1119, 1319, 1120]
headline: ΤΟ ΠΟΛΩΝΙΚΟΝ Κ. Κ. ΑΓΝΟΕΙ ΤΗΝ ΕΠΙΘΕΣΙΝ ΤΩΝ ΚΙΝΕΖΩΝ ΚΟΜΜΟΥΝΙΣΤΩΝ ΕΝΑΝΤΙΟΝ ΤΟΥ «ΡΕΒΙΖΙΟΝΙΣΜΟΥ» ΤΟΥ ΤΙΤΟ [1067, 743, 1316, 807]
article-paragraph: Ζητούμεν την εφαρμογήν της συλλογικής συμβάσεως και την πληρωμήν των υπερωριών μας, ως και την βελτίωσιν των συνθηκών εργασίας. [1331, 178, 1560, 224]
divider [247, 1621, 804, 1622]
article-paragraph: ΔΑΜΑΣΚΟΣ, 6. — Ο ραδιοφωνικός σταθμός ανήγγειλεν ότι ο στρατός του Ιράκ ενεργεί ασκήσεις πλησίον των συνόρων. [623, 828, 804, 874]
headline: Ο ΣΤΟΛΟΣ ΤΟΥ ΙΣΡΑΗΛ [853, 960, 1015, 976]
column-4 [1064, 8, 1319, 2326]
article-paragraph: Κατά τα δημοσιευόμενα στοιχεία, οι φάκελλοι της Ασφαλείας περιείχον λεπτομερείς πληροφορίας διά την δράσιν του εν λόγω προσώπου, αλλ' αι εκθέσεις των υπηρεσιών παρεσιωπήθησαν. Η εφημερίς δημοσιεύει σειράν εγγράφων με ημερομηνίας και αριθμούς πρωτοκόλλου, εκ των οποίων προκύπτει ότι η άδεια εισόδου εδόθη κατόπιν προσωπικής παρεμβάσεως. [247, 303, 426, 429]
table-row [8, 637, 233, 649]
table-cell: 70 [1304, 267, 1316, 277]
